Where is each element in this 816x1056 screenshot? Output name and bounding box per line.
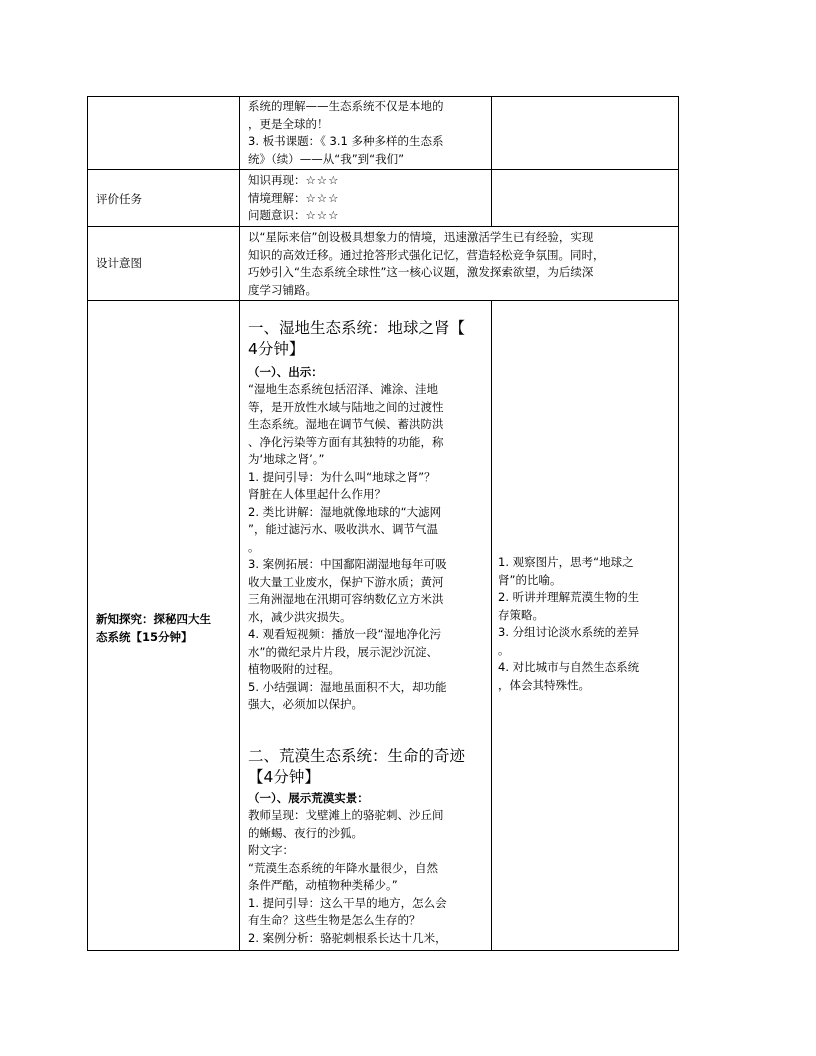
content-line: 条件严酷，动植物种类稀少。” bbox=[248, 878, 398, 892]
table-row bbox=[88, 227, 678, 301]
section-subtitle: （一）、展示荒漠实景： bbox=[248, 791, 369, 805]
content-line: 附文字： bbox=[248, 843, 294, 857]
row1-line: 统》（续）——从“我”到“我们” bbox=[248, 151, 405, 166]
content-line: 强大，必须加以保护。 bbox=[248, 697, 363, 711]
row1-line: ，更是全球的！ bbox=[248, 116, 329, 131]
lesson-plan-table bbox=[87, 96, 679, 951]
evaluation-item: 知识再现：☆☆☆ bbox=[248, 173, 340, 187]
design-intent-content-cell bbox=[240, 227, 678, 300]
design-intent-line: 巧妙引入“生态系统全球性”这一核心议题，激发探索欲望，为后续深 bbox=[248, 265, 594, 279]
design-intent-label-cell bbox=[88, 227, 240, 300]
exploration-content-cell bbox=[240, 301, 492, 950]
student-activity-cell bbox=[492, 301, 678, 950]
design-intent-line: 以“星际来信”创设极具想象力的情境，迅速激活学生已有经验，实现 bbox=[248, 230, 594, 244]
content-line: 有生命？这些生物是怎么生存的？ bbox=[248, 913, 421, 927]
content-line: 2. 类比讲解：湿地就像地球的“大滤网 bbox=[248, 504, 442, 519]
content-line: 生态系统。湿地在调节气候、蓄洪防洪 bbox=[248, 417, 444, 431]
content-line: ”，能过滤污水、吸收洪水、调节气温 bbox=[248, 522, 438, 536]
content-line: 1. 提问引导：为什么叫“地球之肾”？ bbox=[248, 469, 436, 484]
design-intent-line: 度学习铺路。 bbox=[248, 282, 317, 297]
content-line: 5. 小结强调：湿地虽面积不大，却功能 bbox=[248, 679, 447, 694]
content-line: 肾脏在人体里起什么作用？ bbox=[248, 487, 386, 501]
row1-label-cell bbox=[88, 97, 240, 169]
student-activity-line: ，体会其特殊性。 bbox=[498, 677, 590, 692]
content-line: 1. 提问引导：这么干旱的地方，怎么会 bbox=[248, 895, 447, 910]
row1-line: 3. 板书课题：《 3.1 多种多样的生态系 bbox=[248, 134, 444, 148]
section-subtitle: （一）、出示： bbox=[248, 365, 323, 379]
content-line: 为‘地球之肾’。” bbox=[248, 452, 325, 466]
evaluation-label: 评价任务 bbox=[96, 192, 142, 206]
student-activity-line: 肾”的比喻。 bbox=[498, 572, 562, 587]
content-line: 三角洲湿地在汛期可容纳数亿立方米洪 bbox=[248, 592, 444, 606]
student-activity-line: 2. 听讲并理解荒漠生物的生 bbox=[498, 590, 640, 604]
desert-section bbox=[248, 746, 487, 947]
exploration-label-cell bbox=[88, 301, 240, 950]
evaluation-content-cell bbox=[240, 170, 492, 226]
content-line: 、净化污染等方面有其独特的功能，称 bbox=[248, 434, 444, 449]
content-line: 植物吸附的过程。 bbox=[248, 662, 340, 676]
section-title: 一、湿地生态系统：地球之肾【 bbox=[248, 319, 466, 337]
table-row bbox=[88, 170, 678, 227]
content-line: 4. 观看短视频：播放一段“湿地净化污 bbox=[248, 627, 442, 641]
design-intent-label: 设计意图 bbox=[96, 256, 142, 270]
content-line: “荒漠生态系统的年降水量很少，自然 bbox=[248, 860, 438, 875]
student-activity-line: 存策略。 bbox=[498, 607, 544, 622]
section-title: 【4分钟】 bbox=[248, 768, 320, 786]
row1-student-cell bbox=[492, 97, 678, 169]
design-intent-line: 知识的高效迁移。通过抢答形式强化记忆，营造轻松竞争氛围。同时， bbox=[248, 247, 605, 262]
evaluation-student-cell bbox=[492, 170, 678, 226]
content-line: “湿地生态系统包括沼泽、滩涂、洼地 bbox=[248, 382, 438, 396]
content-line: 等，是开放性水域与陆地之间的过渡性 bbox=[248, 399, 444, 414]
student-activity-line: 3. 分组讨论淡水系统的差异 bbox=[498, 625, 640, 639]
exploration-label: 新知探究：探秘四大生 态系统【15分钟】 bbox=[96, 612, 211, 644]
evaluation-label-cell bbox=[88, 170, 240, 226]
evaluation-item: 问题意识：☆☆☆ bbox=[248, 208, 340, 222]
section-title: 二、荒漠生态系统：生命的奇迹 bbox=[248, 747, 466, 765]
content-line: 水，减少洪灾损失。 bbox=[248, 609, 352, 624]
student-activity-list bbox=[498, 554, 674, 694]
student-activity-line: 4. 对比城市与自然生态系统 bbox=[498, 660, 640, 674]
evaluation-item: 情境理解：☆☆☆ bbox=[248, 190, 340, 205]
content-line: 的蜥蜴、夜行的沙狐。 bbox=[248, 825, 363, 840]
table-row bbox=[88, 97, 678, 170]
star-rating: ☆☆☆ bbox=[305, 190, 340, 205]
star-rating: ☆☆☆ bbox=[305, 173, 340, 187]
student-activity-line: 。 bbox=[498, 642, 510, 657]
content-line: 教师呈现：戈壁滩上的骆驼刺、沙丘间 bbox=[248, 808, 444, 822]
student-activity-line: 1. 观察图片，思考“地球之 bbox=[498, 555, 634, 569]
content-line: 2. 案例分析：骆驼刺根系长达十几米， bbox=[248, 930, 447, 945]
content-line: 收大量工业废水，保护下游水质；黄河 bbox=[248, 574, 444, 589]
table-row bbox=[88, 301, 678, 950]
row1-content-cell bbox=[240, 97, 492, 169]
wetland-section bbox=[248, 318, 487, 714]
content-line: 。 bbox=[248, 539, 260, 554]
row1-line: 系统的理解——生态系统不仅是本地的 bbox=[248, 99, 444, 113]
content-line: 3. 案例拓展：中国鄱阳湖湿地每年可吸 bbox=[248, 557, 447, 571]
content-line: 水”的微纪录片片段，展示泥沙沉淀、 bbox=[248, 644, 438, 659]
star-rating: ☆☆☆ bbox=[305, 208, 340, 222]
section-title: 4分钟】 bbox=[248, 340, 305, 358]
